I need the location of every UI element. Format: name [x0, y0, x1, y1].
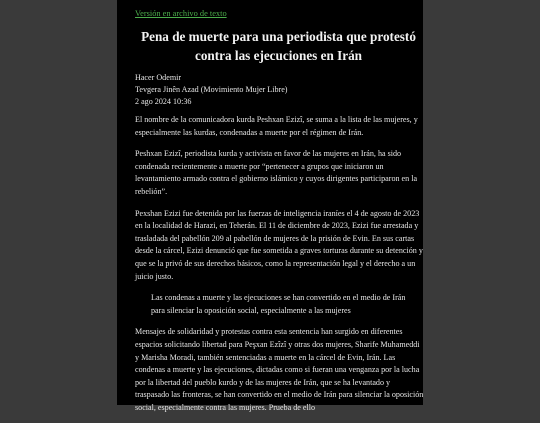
article-blockquote: Las condenas a muerte y las ejecuciones se han convertido en el medio de Irán para silenciar la oposición social, especialmente a las mujeres	[151, 293, 406, 315]
article-body	[135, 114, 425, 423]
page-title: Pena de muerte para una periodista que protestó contra las ejecuciones en Irán	[141, 29, 416, 63]
publisher-name: Tevgera Jinên Azad (Movimiento Mujer Libre)	[135, 85, 288, 94]
article-page	[117, 0, 424, 412]
byline	[135, 72, 288, 108]
article-paragraph-2: Peshxan Ezizî, periodista kurda y activista en favor de las mujeres en Irán, ha sido condenada recientemente a muerte por “pertenecer a grupos que iniciaron un levantamiento armado contra el gobierno islámico y cuyos dirigentes participaron en la rebelión”.	[135, 149, 418, 196]
publish-date: 2 ago 2024 10:36	[135, 97, 192, 106]
text-version-link[interactable]: Versión en archivo de texto	[135, 9, 227, 18]
author-name: Hacer Odemir	[135, 73, 182, 82]
article-paragraph-3: Pexshan Ezizi fue detenida por las fuerzas de inteligencia iraníes el 4 de agosto de 2023 en la localidad de Harazi, en Teherán. El 11 de diciembre de 2023, Ezizi fue arrestada y trasladada del pabellón 209 al pabellón de mujeres de la prisión de Evin. En sus cartas desde la cárcel, Ezizi denunció que fue sometida a graves torturas durante su detención y que se la privó de sus derechos básicos, como la representación legal y el derecho a un juicio justo.	[135, 208, 423, 281]
article-paragraph-1: El nombre de la comunicadora kurda Peshxan Ezizî, se suma a la lista de las mujeres, y especialmente las kurdas, condenadas a muerte por el régimen de Irán.	[135, 115, 418, 137]
article-paragraph-4: Mensajes de solidaridad y protestas contra esta sentencia han surgido en diferentes espacios solicitando libertad para Peşxan Ezîzî y otras dos mujeres, Sharife Muhameddi y Marisha Moradi, también sentenciadas a muerte en la cárcel de Evin, Irán. Las condenas a muerte y las ejecuciones, dictadas como si fueran una venganza por la lucha por la libertad del pueblo kurdo y de las mujeres de Irán, que se ha levantado y traspasado las fronteras, se han convertido en el medio de Irán para silenciar la oposición social, especialmente contra las mujeres. Prueba de ello	[135, 327, 424, 412]
